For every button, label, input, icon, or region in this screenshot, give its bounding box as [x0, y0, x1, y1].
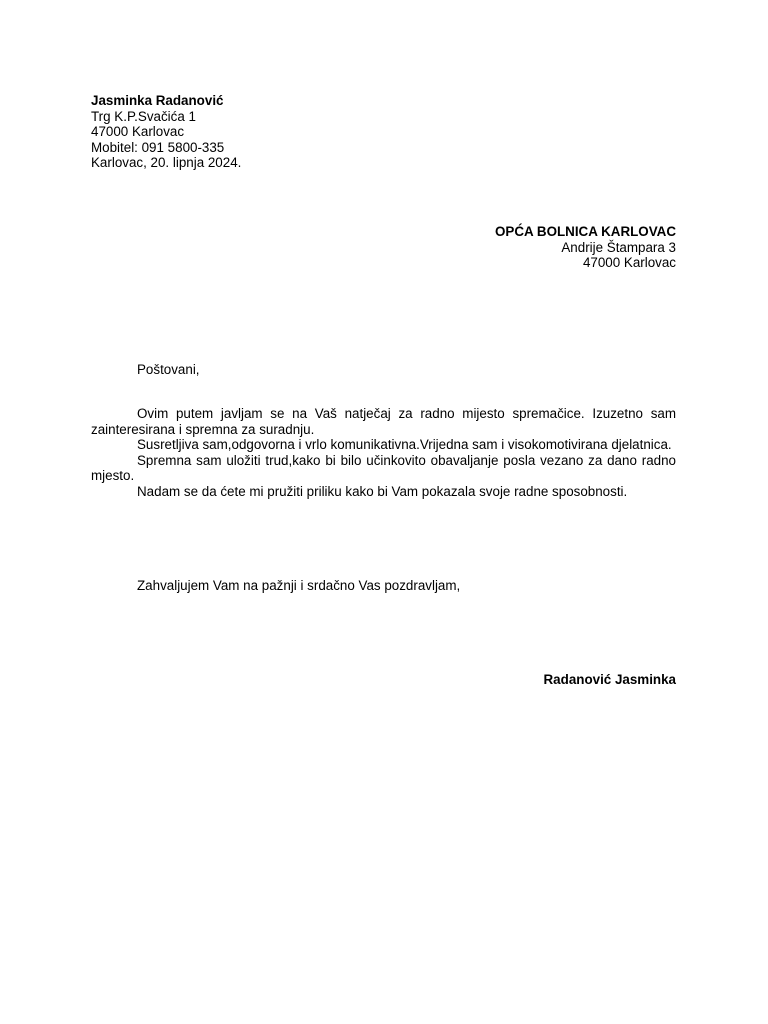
body-paragraph: Ovim putem javljam se na Vaš natječaj za radno mijesto spremačice. Izuzetno sam zainteresirana i spremna za suradnju.	[91, 406, 676, 437]
recipient-city: 47000 Karlovac	[582, 255, 676, 270]
body-paragraph: Spremna sam uložiti trud,kako bi bilo učinkovito obavaljanje posla vezano za dano radno mjesto.	[91, 452, 676, 483]
sender-name: Jasminka Radanović	[91, 93, 224, 108]
recipient-name: OPĆA BOLNICA KARLOVAC	[494, 224, 676, 239]
body-paragraph: Nadam se da ćete mi pružiti priliku kako bi Vam pokazala svoje radne sposobnosti.	[137, 483, 628, 499]
sender-block	[91, 93, 491, 171]
closing-line: Zahvaljujem Vam na pažnji i srdačno Vas pozdravljam,	[137, 578, 461, 593]
sender-place-date: Karlovac, 20. lipnja 2024.	[91, 155, 242, 170]
sender-street: Trg K.P.Svačića 1	[91, 108, 196, 124]
letter-body	[91, 406, 676, 499]
salutation: Poštovani,	[137, 362, 200, 377]
body-paragraph: Susretljiva sam,odgovorna i vrlo komunikativna.Vrijedna sam i visokomotivirana djelatnica.	[137, 437, 672, 452]
sender-phone: Mobitel: 091 5800-335	[91, 139, 225, 155]
recipient-block	[276, 224, 676, 271]
recipient-street: Andrije Štampara 3	[561, 239, 676, 255]
sender-city: 47000 Karlovac	[91, 124, 185, 139]
signature: Radanović Jasminka	[543, 672, 676, 687]
